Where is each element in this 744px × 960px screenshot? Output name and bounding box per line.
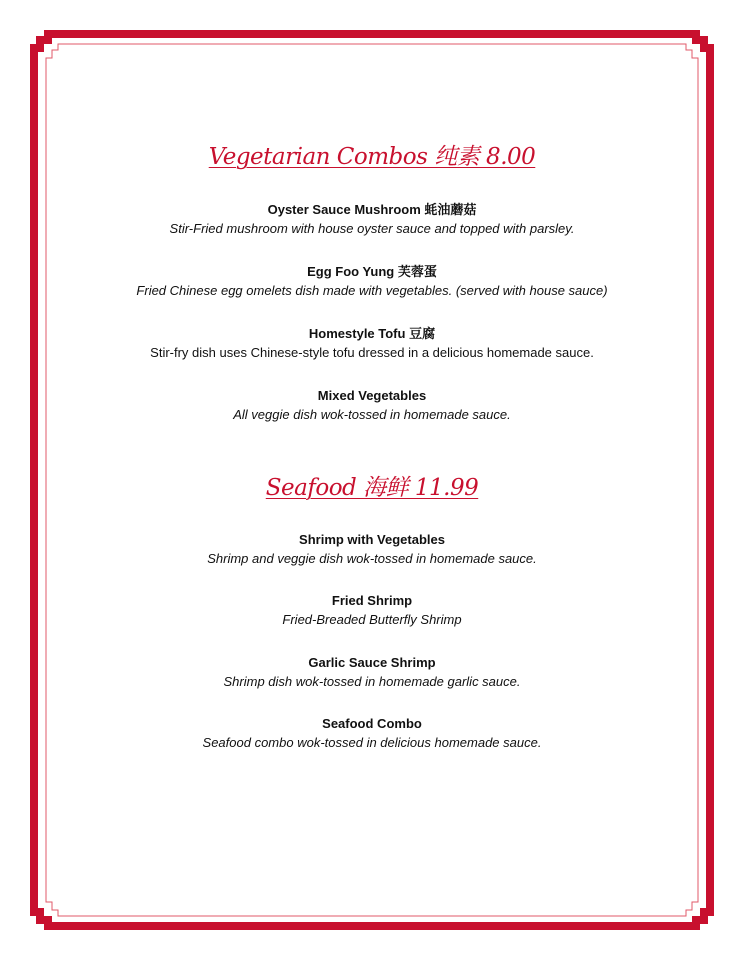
item-name: Seafood Combo xyxy=(322,716,422,731)
item-description: All veggie dish wok-tossed in homemade sauce. xyxy=(233,407,511,422)
menu-item-homestyle-tofu xyxy=(0,325,744,363)
item-name: Fried Shrimp xyxy=(331,593,413,608)
item-name: Homestyle Tofu 豆腐 xyxy=(308,326,436,341)
item-description: Stir-fry dish uses Chinese-style tofu dressed in a delicious homemade sauce. xyxy=(150,345,594,360)
item-description: Seafood combo wok-tossed in delicious homemade sauce. xyxy=(202,735,542,750)
menu-item-egg-foo-yung xyxy=(0,263,744,301)
item-name: Mixed Vegetables xyxy=(317,388,427,403)
item-description: Shrimp dish wok-tossed in homemade garlic sauce. xyxy=(223,674,521,689)
item-name: Garlic Sauce Shrimp xyxy=(308,655,436,670)
section-title-seafood: Seafood 海鲜 11.99 xyxy=(265,475,479,501)
menu-item-seafood-combo xyxy=(0,715,744,753)
menu-item-oyster-sauce-mushroom xyxy=(0,201,744,239)
item-name: Egg Foo Yung 芙蓉蛋 xyxy=(307,264,437,279)
item-name: Oyster Sauce Mushroom 蚝油蘑菇 xyxy=(267,202,477,217)
item-description: Shrimp and veggie dish wok-tossed in homemade sauce. xyxy=(207,551,537,566)
menu-item-garlic-sauce-shrimp xyxy=(0,654,744,692)
menu-item-mixed-vegetables xyxy=(0,387,744,425)
item-description: Fried Chinese egg omelets dish made with vegetables. (served with house sauce) xyxy=(136,283,608,298)
menu-item-fried-shrimp xyxy=(0,592,744,630)
item-name: Shrimp with Vegetables xyxy=(299,532,445,547)
section-title-vegetarian: Vegetarian Combos 纯素 8.00 xyxy=(208,144,536,170)
menu-item-shrimp-with-vegetables xyxy=(0,531,744,569)
item-description: Fried-Breaded Butterfly Shrimp xyxy=(282,612,462,627)
item-description: Stir-Fried mushroom with house oyster sauce and topped with parsley. xyxy=(169,221,575,236)
